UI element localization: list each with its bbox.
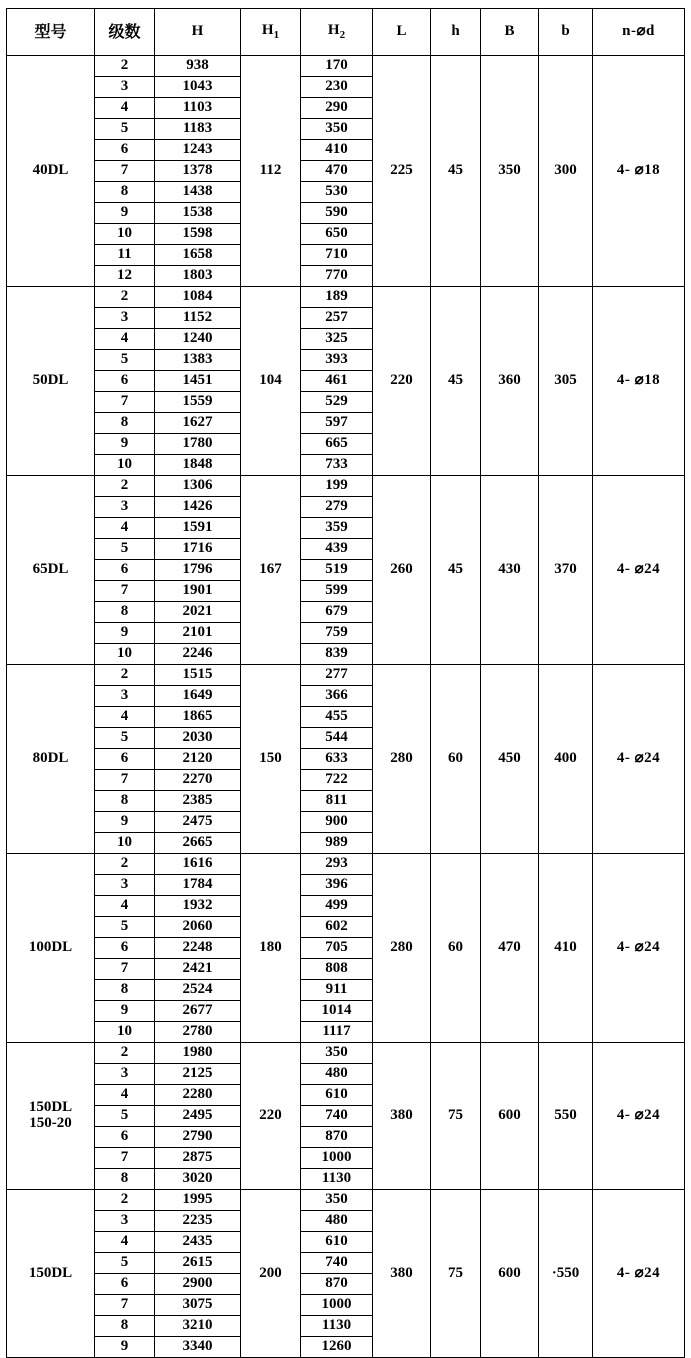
cell-stage: 8 — [95, 602, 155, 623]
cell-h: 1152 — [155, 308, 241, 329]
cell-h: 3075 — [155, 1295, 241, 1316]
table-header — [7, 9, 685, 56]
cell-model: 150DL — [7, 1190, 95, 1358]
cell-h2: 455 — [301, 707, 373, 728]
cell-h2: 350 — [301, 1043, 373, 1064]
cell-h2: 597 — [301, 413, 373, 434]
cell-stage: 9 — [95, 203, 155, 224]
cell-h-small: 45 — [431, 56, 481, 287]
cell-h2: 911 — [301, 980, 373, 1001]
cell-h1: 180 — [241, 854, 301, 1043]
cell-h2: 839 — [301, 644, 373, 665]
cell-h: 1649 — [155, 686, 241, 707]
cell-h: 1780 — [155, 434, 241, 455]
cell-h: 1183 — [155, 119, 241, 140]
cell-h: 1438 — [155, 182, 241, 203]
cell-h2: 759 — [301, 623, 373, 644]
cell-h: 2677 — [155, 1001, 241, 1022]
cell-h1: 167 — [241, 476, 301, 665]
cell-b-lower: 370 — [539, 476, 593, 665]
cell-stage: 6 — [95, 140, 155, 161]
cell-h: 2060 — [155, 917, 241, 938]
cell-h2: 519 — [301, 560, 373, 581]
cell-b-upper: 350 — [481, 56, 539, 287]
cell-h: 1559 — [155, 392, 241, 413]
cell-b-lower: 400 — [539, 665, 593, 854]
cell-stage: 6 — [95, 560, 155, 581]
table-row — [7, 476, 685, 497]
cell-h: 1803 — [155, 266, 241, 287]
cell-h-small: 45 — [431, 476, 481, 665]
table-body — [7, 56, 685, 1358]
cell-h2: 590 — [301, 203, 373, 224]
cell-h: 1240 — [155, 329, 241, 350]
cell-h: 2101 — [155, 623, 241, 644]
header-b-upper: B — [481, 9, 539, 56]
cell-n-phi-d: 4- ⌀24 — [593, 476, 685, 665]
cell-b-upper: 450 — [481, 665, 539, 854]
cell-stage: 4 — [95, 329, 155, 350]
cell-b-upper: 470 — [481, 854, 539, 1043]
cell-h: 2125 — [155, 1064, 241, 1085]
cell-h: 1084 — [155, 287, 241, 308]
header-b-lower: b — [539, 9, 593, 56]
cell-h2: 740 — [301, 1106, 373, 1127]
cell-h: 1932 — [155, 896, 241, 917]
cell-h2: 679 — [301, 602, 373, 623]
cell-h: 2615 — [155, 1253, 241, 1274]
cell-stage: 4 — [95, 518, 155, 539]
cell-h2: 989 — [301, 833, 373, 854]
cell-stage: 2 — [95, 287, 155, 308]
cell-stage: 2 — [95, 1190, 155, 1211]
cell-stage: 9 — [95, 1001, 155, 1022]
cell-h: 2248 — [155, 938, 241, 959]
cell-stage: 8 — [95, 1169, 155, 1190]
cell-stage: 8 — [95, 1316, 155, 1337]
cell-h2: 870 — [301, 1127, 373, 1148]
cell-h: 3210 — [155, 1316, 241, 1337]
cell-b-upper: 360 — [481, 287, 539, 476]
table-row — [7, 1190, 685, 1211]
cell-h2: 410 — [301, 140, 373, 161]
cell-h2: 650 — [301, 224, 373, 245]
cell-h1: 112 — [241, 56, 301, 287]
cell-stage: 2 — [95, 476, 155, 497]
cell-n-phi-d: 4- ⌀24 — [593, 665, 685, 854]
cell-h2: 350 — [301, 1190, 373, 1211]
cell-h2: 393 — [301, 350, 373, 371]
header-h-small: h — [431, 9, 481, 56]
cell-h: 2900 — [155, 1274, 241, 1295]
cell-h2: 350 — [301, 119, 373, 140]
cell-h2: 610 — [301, 1085, 373, 1106]
table-row — [7, 287, 685, 308]
cell-stage: 4 — [95, 707, 155, 728]
cell-stage: 5 — [95, 539, 155, 560]
cell-h2: 710 — [301, 245, 373, 266]
cell-h: 1451 — [155, 371, 241, 392]
cell-h: 1980 — [155, 1043, 241, 1064]
cell-h: 1515 — [155, 665, 241, 686]
cell-stage: 7 — [95, 161, 155, 182]
cell-stage: 3 — [95, 497, 155, 518]
cell-stage: 7 — [95, 1148, 155, 1169]
cell-h2: 1000 — [301, 1295, 373, 1316]
cell-h: 2385 — [155, 791, 241, 812]
cell-stage: 2 — [95, 56, 155, 77]
cell-stage: 3 — [95, 77, 155, 98]
cell-n-phi-d: 4- ⌀24 — [593, 854, 685, 1043]
cell-h-small: 45 — [431, 287, 481, 476]
cell-h: 1627 — [155, 413, 241, 434]
cell-h: 1658 — [155, 245, 241, 266]
cell-model: 40DL — [7, 56, 95, 287]
cell-h2: 199 — [301, 476, 373, 497]
cell-h: 2021 — [155, 602, 241, 623]
cell-h: 1901 — [155, 581, 241, 602]
cell-h: 1616 — [155, 854, 241, 875]
cell-stage: 5 — [95, 350, 155, 371]
cell-h2: 665 — [301, 434, 373, 455]
cell-h: 2790 — [155, 1127, 241, 1148]
cell-stage: 5 — [95, 1253, 155, 1274]
header-n-phi-d: n-⌀d — [593, 9, 685, 56]
cell-stage: 12 — [95, 266, 155, 287]
cell-h2: 610 — [301, 1232, 373, 1253]
cell-b-lower: ·550 — [539, 1190, 593, 1358]
pump-dimension-table — [6, 8, 685, 1358]
cell-h: 2475 — [155, 812, 241, 833]
cell-h: 1716 — [155, 539, 241, 560]
cell-stage: 7 — [95, 392, 155, 413]
cell-h: 1243 — [155, 140, 241, 161]
cell-h2: 170 — [301, 56, 373, 77]
cell-h2: 870 — [301, 1274, 373, 1295]
cell-stage: 9 — [95, 434, 155, 455]
cell-l: 225 — [373, 56, 431, 287]
cell-n-phi-d: 4- ⌀18 — [593, 287, 685, 476]
cell-h: 3020 — [155, 1169, 241, 1190]
cell-h: 2280 — [155, 1085, 241, 1106]
cell-h2: 1130 — [301, 1316, 373, 1337]
cell-h: 938 — [155, 56, 241, 77]
cell-stage: 7 — [95, 959, 155, 980]
cell-h1: 200 — [241, 1190, 301, 1358]
cell-h2: 461 — [301, 371, 373, 392]
cell-h: 1103 — [155, 98, 241, 119]
table-row — [7, 1043, 685, 1064]
cell-h2: 290 — [301, 98, 373, 119]
cell-h2: 633 — [301, 749, 373, 770]
cell-stage: 9 — [95, 1337, 155, 1358]
cell-stage: 10 — [95, 224, 155, 245]
cell-h2: 257 — [301, 308, 373, 329]
cell-h-small: 75 — [431, 1043, 481, 1190]
cell-h2: 1260 — [301, 1337, 373, 1358]
cell-h: 2246 — [155, 644, 241, 665]
cell-stage: 10 — [95, 1022, 155, 1043]
cell-n-phi-d: 4- ⌀18 — [593, 56, 685, 287]
cell-h: 2875 — [155, 1148, 241, 1169]
cell-l: 260 — [373, 476, 431, 665]
cell-h: 1995 — [155, 1190, 241, 1211]
cell-stage: 3 — [95, 1064, 155, 1085]
cell-b-upper: 600 — [481, 1043, 539, 1190]
cell-h2: 733 — [301, 455, 373, 476]
cell-h: 2421 — [155, 959, 241, 980]
cell-h: 1383 — [155, 350, 241, 371]
cell-b-lower: 300 — [539, 56, 593, 287]
cell-stage: 9 — [95, 623, 155, 644]
cell-h-small: 75 — [431, 1190, 481, 1358]
cell-h: 3340 — [155, 1337, 241, 1358]
cell-h: 1865 — [155, 707, 241, 728]
cell-stage: 6 — [95, 371, 155, 392]
header-h: H — [155, 9, 241, 56]
cell-stage: 3 — [95, 875, 155, 896]
cell-h2: 325 — [301, 329, 373, 350]
cell-n-phi-d: 4- ⌀24 — [593, 1043, 685, 1190]
cell-stage: 7 — [95, 770, 155, 791]
cell-h: 2270 — [155, 770, 241, 791]
cell-stage: 8 — [95, 980, 155, 1001]
cell-h2: 189 — [301, 287, 373, 308]
header-h2: $H_2$ — [301, 9, 373, 56]
cell-h1: 150 — [241, 665, 301, 854]
cell-model — [7, 1043, 95, 1190]
cell-stage: 3 — [95, 308, 155, 329]
table-row — [7, 56, 685, 77]
cell-h2: 900 — [301, 812, 373, 833]
cell-h2: 808 — [301, 959, 373, 980]
cell-h2: 599 — [301, 581, 373, 602]
cell-stage: 10 — [95, 455, 155, 476]
cell-h: 1796 — [155, 560, 241, 581]
cell-model: 100DL — [7, 854, 95, 1043]
header-l: L — [373, 9, 431, 56]
cell-h2: 293 — [301, 854, 373, 875]
header-row — [7, 9, 685, 56]
cell-h-small: 60 — [431, 854, 481, 1043]
header-model: 型号 — [7, 9, 95, 56]
cell-b-upper: 430 — [481, 476, 539, 665]
cell-h2: 230 — [301, 77, 373, 98]
cell-h: 1784 — [155, 875, 241, 896]
cell-stage: 6 — [95, 938, 155, 959]
model-line-1: 150DL — [28, 1099, 73, 1116]
cell-stage: 10 — [95, 644, 155, 665]
cell-h: 2665 — [155, 833, 241, 854]
cell-stage: 6 — [95, 749, 155, 770]
cell-stage: 3 — [95, 686, 155, 707]
cell-model: 65DL — [7, 476, 95, 665]
header-h2-subscript: 2 — [339, 28, 346, 41]
cell-h2: 396 — [301, 875, 373, 896]
cell-h: 2235 — [155, 1211, 241, 1232]
cell-h2: 480 — [301, 1064, 373, 1085]
cell-l: 280 — [373, 854, 431, 1043]
cell-h: 2435 — [155, 1232, 241, 1253]
cell-h2: 279 — [301, 497, 373, 518]
model-line-2: 150-20 — [29, 1115, 72, 1131]
cell-h2: 1117 — [301, 1022, 373, 1043]
cell-l: 380 — [373, 1043, 431, 1190]
cell-h2: 366 — [301, 686, 373, 707]
cell-h: 1598 — [155, 224, 241, 245]
cell-h2: 544 — [301, 728, 373, 749]
cell-stage: 2 — [95, 665, 155, 686]
cell-stage: 4 — [95, 1232, 155, 1253]
cell-n-phi-d: 4- ⌀24 — [593, 1190, 685, 1358]
cell-h: 1426 — [155, 497, 241, 518]
cell-stage: 6 — [95, 1274, 155, 1295]
cell-h: 1378 — [155, 161, 241, 182]
cell-h: 1043 — [155, 77, 241, 98]
cell-stage: 6 — [95, 1127, 155, 1148]
cell-h: 2524 — [155, 980, 241, 1001]
cell-b-lower: 410 — [539, 854, 593, 1043]
cell-h: 1848 — [155, 455, 241, 476]
cell-b-lower: 305 — [539, 287, 593, 476]
cell-h2: 529 — [301, 392, 373, 413]
cell-h: 2780 — [155, 1022, 241, 1043]
cell-h: 2495 — [155, 1106, 241, 1127]
table-row — [7, 665, 685, 686]
cell-stage: 2 — [95, 1043, 155, 1064]
cell-stage: 3 — [95, 1211, 155, 1232]
cell-h2: 602 — [301, 917, 373, 938]
header-h1: $H_1$ — [241, 9, 301, 56]
cell-h2: 480 — [301, 1211, 373, 1232]
cell-h: 2120 — [155, 749, 241, 770]
cell-stage: 4 — [95, 98, 155, 119]
cell-h1: 104 — [241, 287, 301, 476]
cell-h2: 277 — [301, 665, 373, 686]
cell-stage: 7 — [95, 581, 155, 602]
cell-b-lower: 550 — [539, 1043, 593, 1190]
cell-h2: 1000 — [301, 1148, 373, 1169]
cell-stage: 4 — [95, 896, 155, 917]
cell-h: 1306 — [155, 476, 241, 497]
table-row — [7, 854, 685, 875]
cell-stage: 11 — [95, 245, 155, 266]
cell-h2: 722 — [301, 770, 373, 791]
cell-stage: 9 — [95, 812, 155, 833]
cell-l: 280 — [373, 665, 431, 854]
cell-stage: 8 — [95, 413, 155, 434]
cell-stage: 7 — [95, 1295, 155, 1316]
cell-h1: 220 — [241, 1043, 301, 1190]
cell-h2: 740 — [301, 1253, 373, 1274]
cell-h2: 470 — [301, 161, 373, 182]
cell-h2: 770 — [301, 266, 373, 287]
cell-l: 380 — [373, 1190, 431, 1358]
cell-stage: 8 — [95, 791, 155, 812]
cell-stage: 8 — [95, 182, 155, 203]
cell-stage: 5 — [95, 728, 155, 749]
cell-stage: 2 — [95, 854, 155, 875]
cell-h: 1591 — [155, 518, 241, 539]
cell-h2: 811 — [301, 791, 373, 812]
cell-h2: 1130 — [301, 1169, 373, 1190]
cell-h-small: 60 — [431, 665, 481, 854]
cell-stage: 5 — [95, 917, 155, 938]
header-h1-subscript: 1 — [273, 28, 280, 41]
cell-h2: 439 — [301, 539, 373, 560]
cell-h2: 499 — [301, 896, 373, 917]
cell-stage: 5 — [95, 119, 155, 140]
cell-h2: 530 — [301, 182, 373, 203]
cell-h2: 359 — [301, 518, 373, 539]
header-stages: 级数 — [95, 9, 155, 56]
cell-stage: 5 — [95, 1106, 155, 1127]
cell-h: 1538 — [155, 203, 241, 224]
cell-model: 50DL — [7, 287, 95, 476]
cell-l: 220 — [373, 287, 431, 476]
cell-stage: 10 — [95, 833, 155, 854]
cell-b-upper: 600 — [481, 1190, 539, 1358]
cell-model: 80DL — [7, 665, 95, 854]
cell-h: 2030 — [155, 728, 241, 749]
cell-h2: 1014 — [301, 1001, 373, 1022]
cell-stage: 4 — [95, 1085, 155, 1106]
cell-h2: 705 — [301, 938, 373, 959]
